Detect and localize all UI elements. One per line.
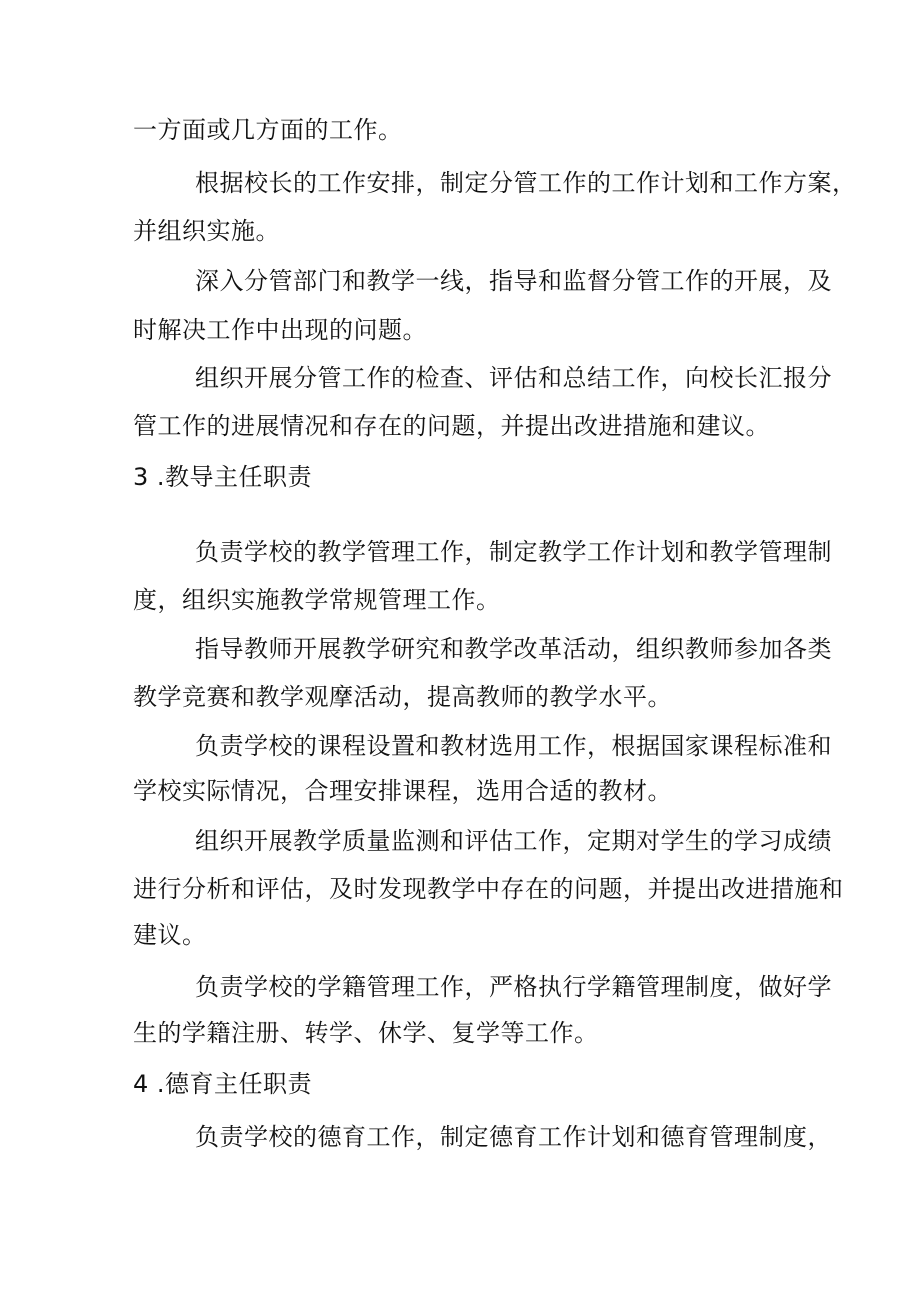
text-line: 生的学籍注册、转学、休学、复学等工作。 [133, 1019, 599, 1047]
paragraph-line: 负责学校的德育工作，制定德育工作计划和德育管理制度， [195, 1123, 832, 1151]
text-line: 度，组织实施教学常规管理工作。 [133, 586, 501, 614]
text-line: 教学竞赛和教学观摩活动，提高教师的教学水平。 [133, 683, 672, 711]
text-line: 并组织实施。 [133, 217, 280, 245]
paragraph-line: 负责学校的教学管理工作，制定教学工作计划和教学管理制 [195, 538, 832, 566]
text-line: 学校实际情况，合理安排课程，选用合适的教材。 [133, 777, 672, 805]
text-line: 进行分析和评估，及时发现教学中存在的问题，并提出改进措施和 [133, 875, 844, 903]
paragraph-line: 组织开展教学质量监测和评估工作，定期对学生的学习成绩 [195, 827, 832, 855]
paragraph-line: 根据校长的工作安排，制定分管工作的工作计划和工作方案， [195, 169, 857, 197]
section-heading: 3 .教导主任职责 [133, 463, 313, 491]
section-heading: 4 .德育主任职责 [133, 1070, 313, 1098]
paragraph-line: 负责学校的学籍管理工作，严格执行学籍管理制度，做好学 [195, 973, 832, 1001]
paragraph-line: 负责学校的课程设置和教材选用工作，根据国家课程标准和 [195, 732, 832, 760]
paragraph-line: 深入分管部门和教学一线，指导和监督分管工作的开展，及 [195, 267, 832, 295]
text-line: 一方面或几方面的工作。 [133, 116, 403, 144]
text-line: 建议。 [133, 921, 207, 949]
paragraph-line: 组织开展分管工作的检查、评估和总结工作，向校长汇报分 [195, 364, 832, 392]
paragraph-line: 指导教师开展教学研究和教学改革活动，组织教师参加各类 [195, 635, 832, 663]
text-line: 管工作的进展情况和存在的问题，并提出改进措施和建议。 [133, 412, 770, 440]
text-line: 时解决工作中出现的问题。 [133, 316, 427, 344]
